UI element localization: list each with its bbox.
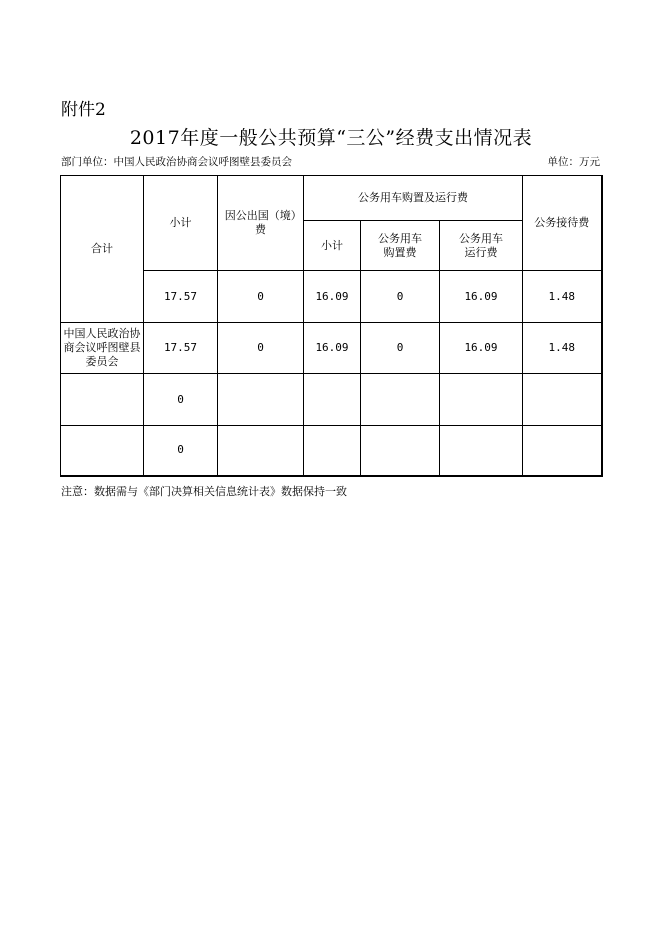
total-vehicle-subtotal-cell: 16.09	[304, 271, 361, 323]
total-vehicle-purchase-cell: 0	[361, 271, 440, 323]
header-vehicle-subtotal: 小计	[304, 221, 361, 271]
header-total: 合计	[61, 176, 144, 323]
row-overseas-cell	[218, 374, 304, 426]
row-subtotal-cell: 17.57	[144, 323, 218, 374]
total-subtotal-cell: 17.57	[144, 271, 218, 323]
row-vehicle-subtotal-cell	[304, 426, 361, 476]
row-name-cell: 中国人民政治协商会议呼图壁县委员会	[61, 323, 144, 374]
header-overseas: 因公出国（境）费	[218, 176, 304, 271]
table-row	[61, 323, 602, 374]
header-vehicle-purchase: 公务用车购置费	[361, 221, 440, 271]
row-name-cell	[61, 426, 144, 476]
row-name-cell	[61, 374, 144, 426]
attachment-label: 附件2	[61, 100, 106, 120]
row-overseas-cell: 0	[218, 323, 304, 374]
row-vehicle-subtotal-cell	[304, 374, 361, 426]
page-title: 2017年度一般公共预算“三公”经费支出情况表	[129, 127, 533, 149]
footnote: 注意：数据需与《部门决算相关信息统计表》数据保持一致	[61, 485, 347, 498]
row-overseas-cell	[218, 426, 304, 476]
header-reception: 公务接待费	[523, 176, 602, 271]
row-vehicle-subtotal-cell: 16.09	[304, 323, 361, 374]
table-row	[61, 374, 602, 426]
department-unit: 部门单位：中国人民政治协商会议呼图壁县委员会	[61, 156, 292, 168]
row-reception-cell	[523, 426, 602, 476]
row-vehicle-operation-cell	[440, 426, 523, 476]
expense-table	[60, 175, 603, 477]
total-reception-cell: 1.48	[523, 271, 602, 323]
row-reception-cell: 1.48	[523, 323, 602, 374]
header-vehicle-operation: 公务用车运行费	[440, 221, 523, 271]
row-vehicle-purchase-cell: 0	[361, 323, 440, 374]
row-reception-cell	[523, 374, 602, 426]
row-vehicle-operation-cell: 16.09	[440, 323, 523, 374]
total-vehicle-operation-cell: 16.09	[440, 271, 523, 323]
row-vehicle-operation-cell	[440, 374, 523, 426]
total-overseas-cell: 0	[218, 271, 304, 323]
header-subtotal: 小计	[144, 176, 218, 271]
row-subtotal-cell: 0	[144, 426, 218, 476]
row-vehicle-purchase-cell	[361, 374, 440, 426]
row-vehicle-purchase-cell	[361, 426, 440, 476]
header-vehicle-group: 公务用车购置及运行费	[304, 176, 523, 221]
currency-unit: 单位：万元	[547, 156, 600, 168]
table-row	[61, 426, 602, 476]
row-subtotal-cell: 0	[144, 374, 218, 426]
